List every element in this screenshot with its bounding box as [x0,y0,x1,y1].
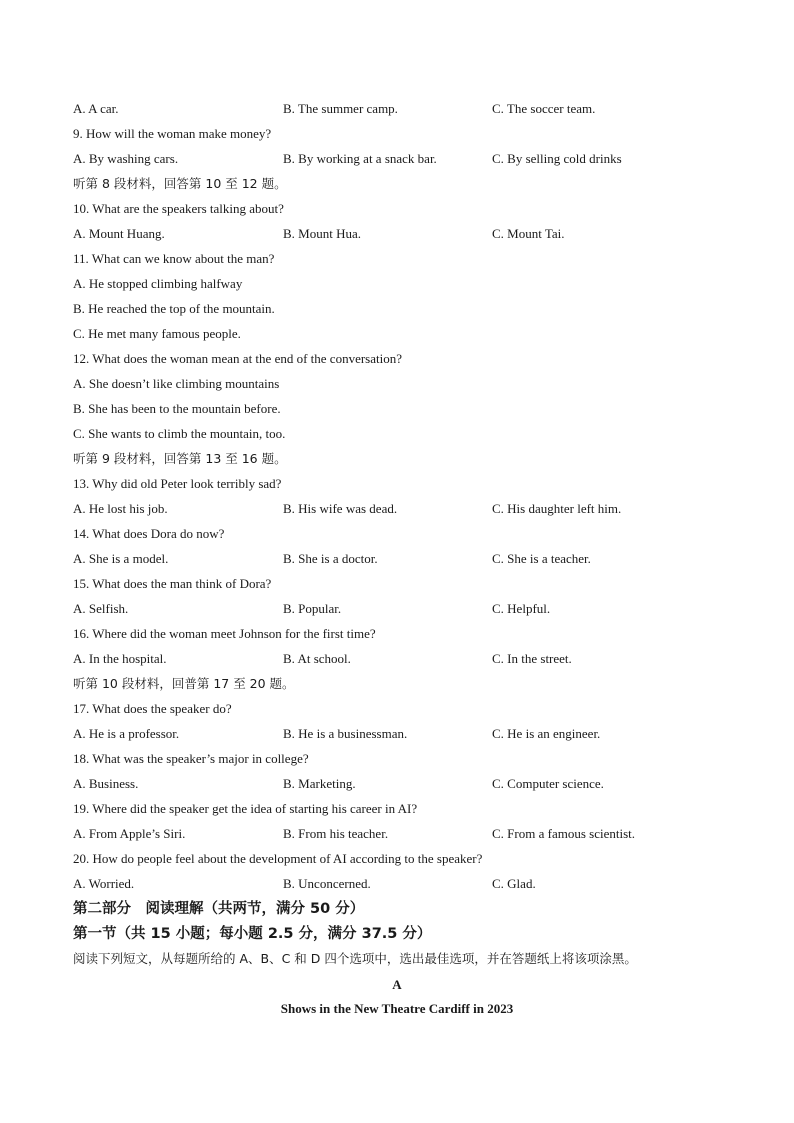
q9-option-c: C. By selling cold drinks [492,151,622,166]
section9-instruction: 听第 9 段材料，回答第 13 至 16 题。 [73,451,287,466]
q14-option-c: C. She is a teacher. [492,551,591,566]
q17-stem: 17. What does the speaker do? [73,701,232,716]
q20-option-a: A. Worried. [73,876,135,891]
q9-option-a: A. By washing cars. [73,151,179,166]
q20-option-b: B. Unconcerned. [283,876,371,891]
q19-options [73,825,723,843]
q11-option-b: B. He reached the top of the mountain. [73,301,275,316]
q17-option-b: B. He is a businessman. [283,726,408,741]
q14-option-b: B. She is a doctor. [283,551,378,566]
q16-option-b: B. At school. [283,651,351,666]
q8-option-c: C. The soccer team. [492,101,596,116]
q20-options [73,875,723,893]
q9-stem: 9. How will the woman make money? [73,126,272,141]
passage-letter: A [392,977,402,992]
q16-option-c: C. In the street. [492,651,572,666]
q13-option-c: C. His daughter left him. [492,501,622,516]
q10-option-c: C. Mount Tai. [492,226,565,241]
q14-option-a: A. She is a model. [73,551,169,566]
q16-stem: 16. Where did the woman meet Johnson for the first time? [73,626,376,641]
q16-option-a: A. In the hospital. [73,651,167,666]
q15-stem: 15. What does the man think of Dora? [73,576,272,591]
section8-instruction: 听第 8 段材料，回答第 10 至 12 题。 [73,176,287,191]
q12-stem: 12. What does the woman mean at the end of the conversation? [73,351,402,366]
q13-options [73,500,723,518]
q18-option-c: C. Computer science. [492,776,604,791]
q10-stem: 10. What are the speakers talking about? [73,201,284,216]
q20-option-c: C. Glad. [492,876,536,891]
section1-heading: 第一节（共 15 小题；每小题 2.5 分，满分 37.5 分） [73,926,432,942]
section10-instruction: 听第 10 段材料，回普第 17 至 20 题。 [73,676,295,691]
q17-option-a: A. He is a professor. [73,726,180,741]
q20-stem: 20. How do people feel about the development of AI according to the speaker? [73,851,483,866]
q16-options [73,650,723,668]
q13-option-b: B. His wife was dead. [283,501,398,516]
q8-option-a: A. A car. [73,101,119,116]
q19-option-b: B. From his teacher. [283,826,389,841]
passage-title: Shows in the New Theatre Cardiff in 2023 [280,1001,514,1016]
part2-heading: 第二部分 阅读理解（共两节，满分 50 分） [73,901,365,917]
q18-option-b: B. Marketing. [283,776,356,791]
q19-stem: 19. Where did the speaker get the idea of starting his career in AI? [73,801,418,816]
q19-option-a: A. From Apple’s Siri. [73,826,186,841]
q12-option-a: A. She doesn’t like climbing mountains [73,376,280,391]
q14-stem: 14. What does Dora do now? [73,526,225,541]
reading-instruction: 阅读下列短文，从每题所给的 A、B、C 和 D 四个选项中，选出最佳选项，并在答题纸上将该项涂黑。 [73,951,637,966]
q12-option-b: B. She has been to the mountain before. [73,401,281,416]
q15-option-b: B. Popular. [283,601,342,616]
q17-options [73,725,723,743]
q18-options [73,775,723,793]
q17-option-c: C. He is an engineer. [492,726,601,741]
q10-option-a: A. Mount Huang. [73,226,165,241]
q14-options [73,550,723,568]
q15-option-c: C. Helpful. [492,601,551,616]
q13-stem: 13. Why did old Peter look terribly sad? [73,476,282,491]
q11-stem: 11. What can we know about the man? [73,251,275,266]
q11-option-a: A. He stopped climbing halfway [73,276,243,291]
q15-options [73,600,723,618]
q18-option-a: A. Business. [73,776,139,791]
q13-option-a: A. He lost his job. [73,501,168,516]
q9-options [73,150,723,168]
q18-stem: 18. What was the speaker’s major in college? [73,751,309,766]
q19-option-c: C. From a famous scientist. [492,826,635,841]
q12-option-c: C. She wants to climb the mountain, too. [73,426,286,441]
q10-option-b: B. Mount Hua. [283,226,361,241]
q10-options [73,225,723,243]
q8-option-b: B. The summer camp. [283,101,398,116]
q15-option-a: A. Selfish. [73,601,129,616]
q8-options [73,100,723,118]
q9-option-b: B. By working at a snack bar. [283,151,437,166]
q11-option-c: C. He met many famous people. [73,326,241,341]
